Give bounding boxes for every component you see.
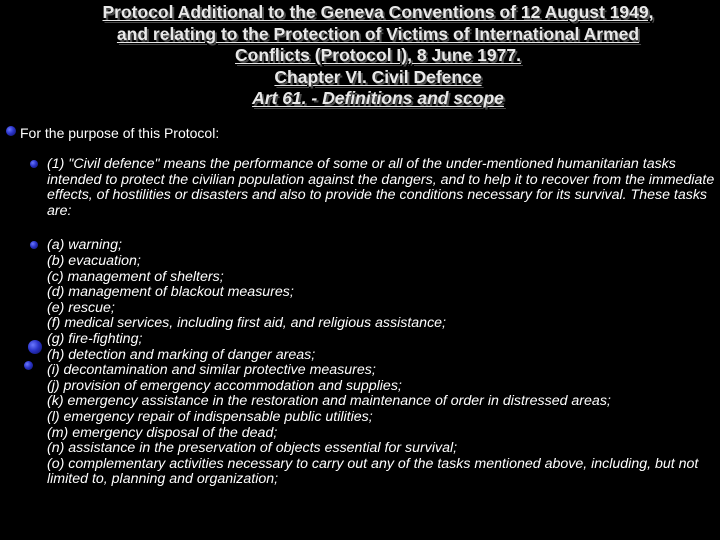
title-line-3: Conflicts (Protocol I), 8 June 1977. — [235, 45, 521, 65]
article-heading: Art 61. - Definitions and scope — [252, 88, 504, 108]
task-item: (a) warning; — [47, 237, 122, 254]
slide-title — [40, 2, 716, 110]
task-item: (k) emergency assistance in the restoration and maintenance of order in distressed areas; — [47, 393, 611, 410]
task-item: (o) complementary activities necessary to carry out any of the tasks mentioned above, including, but not limited to, planning and organization; — [47, 455, 699, 488]
article-body — [47, 157, 715, 488]
task-item: (h) detection and marking of danger areas; — [47, 346, 316, 363]
task-item: (b) evacuation; — [47, 252, 141, 269]
task-item: (l) emergency repair of indispensable public utilities; — [47, 408, 373, 425]
task-item: (e) rescue; — [47, 299, 115, 316]
task-item: (c) management of shelters; — [47, 268, 224, 285]
title-line-2: and relating to the Protection of Victims of International Armed — [116, 23, 640, 44]
chapter-heading: Chapter VI. Civil Defence — [274, 66, 482, 87]
bullet-dot-icon — [28, 340, 42, 354]
intro-text: For the purpose of this Protocol: — [20, 125, 220, 141]
bullet-dot-icon — [6, 126, 16, 136]
bullet-dot-icon — [30, 241, 38, 249]
task-item: (d) management of blackout measures; — [47, 284, 294, 301]
civil-defence-definition: (1) "Civil defence" means the performance of some or all of the under-mentioned humanitarian tasks intended to protect the civilian population against the dangers, and to help it to recover from the immediate effects, of hostilities or disasters and also to provide the conditions necessary for its survival. These tasks are: — [47, 156, 715, 219]
task-item: (g) fire-fighting; — [47, 330, 143, 347]
title-line-1: Protocol Additional to the Geneva Conventions of 12 August 1949, — [102, 2, 654, 22]
task-item: (i) decontamination and similar protective measures; — [47, 362, 376, 379]
bullet-dot-icon — [30, 160, 38, 168]
task-item: (j) provision of emergency accommodation and supplies; — [47, 377, 402, 394]
task-item: (n) assistance in the preservation of objects essential for survival; — [47, 440, 458, 457]
task-list — [47, 238, 715, 488]
task-item: (f) medical services, including first aid, and religious assistance; — [47, 315, 446, 332]
task-item: (m) emergency disposal of the dead; — [47, 424, 278, 441]
bullet-dot-icon — [24, 361, 33, 370]
